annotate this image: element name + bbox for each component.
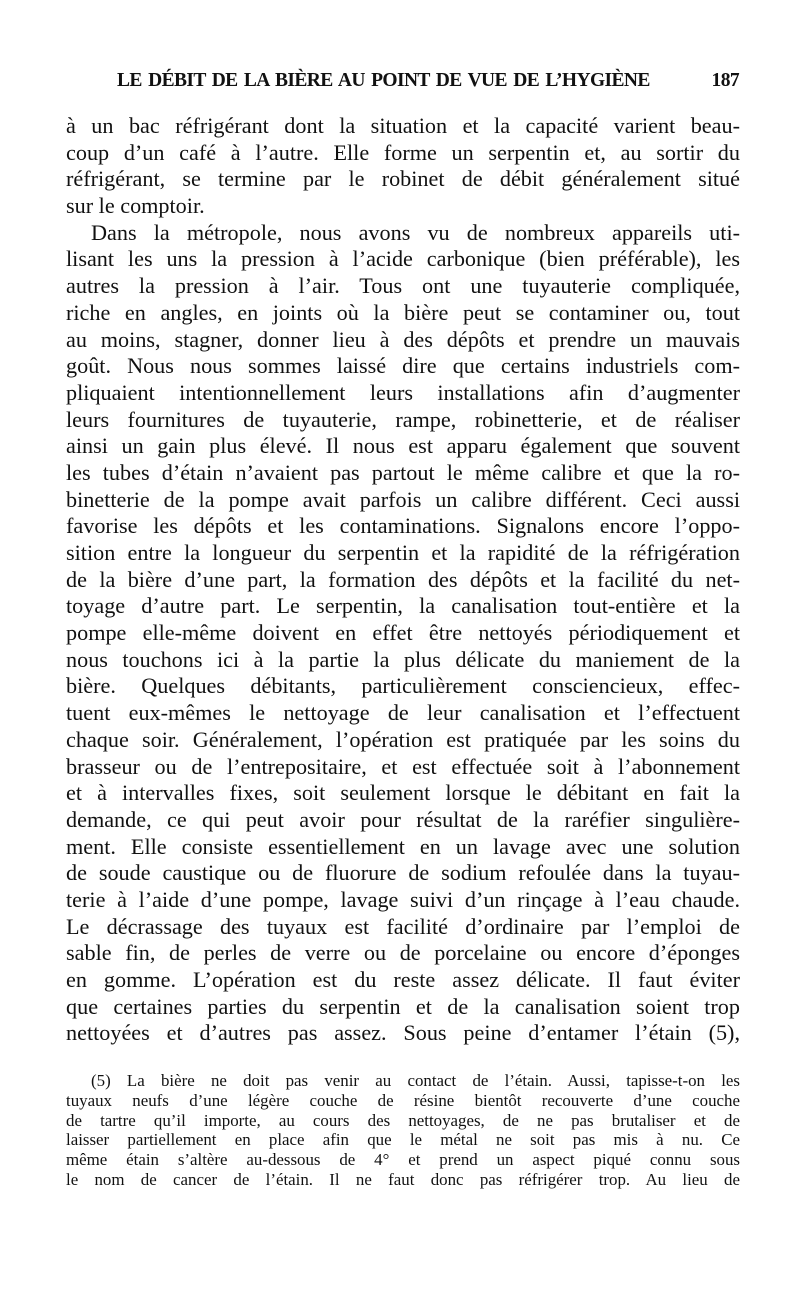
footnote-line: (5) La bière ne doit pas venir au contact de l’étain. Aussi, tapisse-t-on les — [91, 1071, 740, 1090]
text-line: pliquaient intentionnellement leurs installations afin d’augmenter — [66, 379, 740, 405]
footnote-line: le nom de cancer de l’étain. Il ne faut donc pas réfrigérer trop. Au lieu de — [66, 1169, 740, 1189]
text-line: au moins, stagner, donner lieu à des dépôts et prendre un mauvais — [66, 326, 740, 352]
paragraph-start-line: Dans la métropole, nous avons vu de nombreux appareils uti- — [91, 219, 740, 245]
text-line: en gomme. L’opération est du reste assez délicate. Il faut éviter — [66, 967, 740, 992]
text-line: tuent eux-mêmes le nettoyage de leur canalisation et l’effectuent — [66, 700, 740, 726]
text-line: sable fin, de perles de verre ou de porcelaine ou encore d’éponges — [66, 940, 740, 966]
running-header — [117, 70, 739, 100]
text-line: nous touchons ici à la partie la plus délicate du maniement de la — [66, 646, 740, 672]
footnote-line: laisser partiellement en place afin que le métal ne soit pas mis à nu. Ce — [66, 1130, 740, 1150]
text-line: que certaines parties du serpentin et de la canalisation soient trop — [66, 993, 740, 1019]
footnote — [66, 1071, 740, 1190]
text-line: coup d’un café à l’autre. Elle forme un serpentin et, au sortir du — [66, 139, 740, 165]
text-line: sition entre la longueur du serpentin et la rapidité de la réfrigération — [66, 540, 740, 565]
footnote-line: même étain s’altère au-dessous de 4° et prend un aspect piqué connu sous — [66, 1150, 740, 1170]
text-line: demande, ce qui peut avoir pour résultat de la raréfier singulière- — [66, 806, 740, 832]
text-line: toyage d’autre part. Le serpentin, la canalisation tout-entière et la — [66, 593, 740, 619]
text-line: riche en angles, en joints où la bière peut se contaminer ou, tout — [66, 299, 740, 325]
text-line: de soude caustique ou de fluorure de sodium refoulée dans la tuyau- — [66, 860, 740, 886]
text-line: autres la pression à l’air. Tous ont une tuyauterie compliquée, — [66, 273, 740, 299]
body-text — [66, 113, 740, 1047]
text-line: de la bière d’une part, la formation des dépôts et la facilité du net- — [66, 566, 740, 592]
text-line: goût. Nous nous sommes laissé dire que certains industriels com- — [66, 353, 740, 379]
text-line: brasseur ou de l’entrepositaire, et est effectuée soit à l’abonnement — [66, 753, 740, 779]
text-line: bière. Quelques débitants, particulièrement consciencieux, effec- — [66, 673, 740, 699]
footnote-line: tuyaux neufs d’une légère couche de résine bientôt recouverte d’une couche — [66, 1090, 740, 1110]
text-line: pompe elle-même doivent en effet être nettoyés périodiquement et — [66, 620, 740, 646]
text-line: sur le comptoir. — [66, 193, 205, 219]
text-line: favorise les dépôts et les contaminations. Signalons encore l’oppo- — [66, 513, 740, 539]
text-line: terie à l’aide d’une pompe, lavage suivi d’un rinçage à l’eau chaude. — [66, 886, 740, 912]
text-line: ainsi un gain plus élevé. Il nous est apparu également que souvent — [66, 433, 740, 459]
text-line: les tubes d’étain n’avaient pas partout le même calibre et que la ro- — [66, 459, 740, 485]
text-line: lisant les uns la pression à l’acide carbonique (bien préférable), les — [66, 246, 740, 272]
text-line: chaque soir. Généralement, l’opération est pratiquée par les soins du — [66, 726, 740, 752]
text-line: à un bac réfrigérant dont la situation et la capacité varient beau- — [66, 113, 740, 138]
running-title: LE DÉBIT DE LA BIÈRE AU POINT DE VUE DE L’HYGIÈNE — [117, 70, 650, 91]
text-line: binetterie de la pompe avait parfois un calibre différent. Ceci aussi — [66, 486, 740, 512]
footnote-line: de tartre qu’il importe, au cours des nettoyages, de ne pas brutaliser et de — [66, 1110, 740, 1130]
text-line: nettoyées et d’autres pas assez. Sous peine d’entamer l’étain (5), — [66, 1020, 740, 1046]
text-line: ment. Elle consiste essentiellement en un lavage avec une solution — [66, 833, 740, 859]
text-line: leurs fournitures de tuyauterie, rampe, robinetterie, et de réaliser — [66, 406, 740, 432]
text-line: et à intervalles fixes, soit seulement lorsque le débitant en fait la — [66, 780, 740, 806]
text-line: Le décrassage des tuyaux est facilité d’ordinaire par l’emploi de — [66, 913, 740, 939]
text-line: réfrigérant, se termine par le robinet de débit généralement situé — [66, 166, 740, 192]
page-number: 187 — [711, 70, 739, 91]
